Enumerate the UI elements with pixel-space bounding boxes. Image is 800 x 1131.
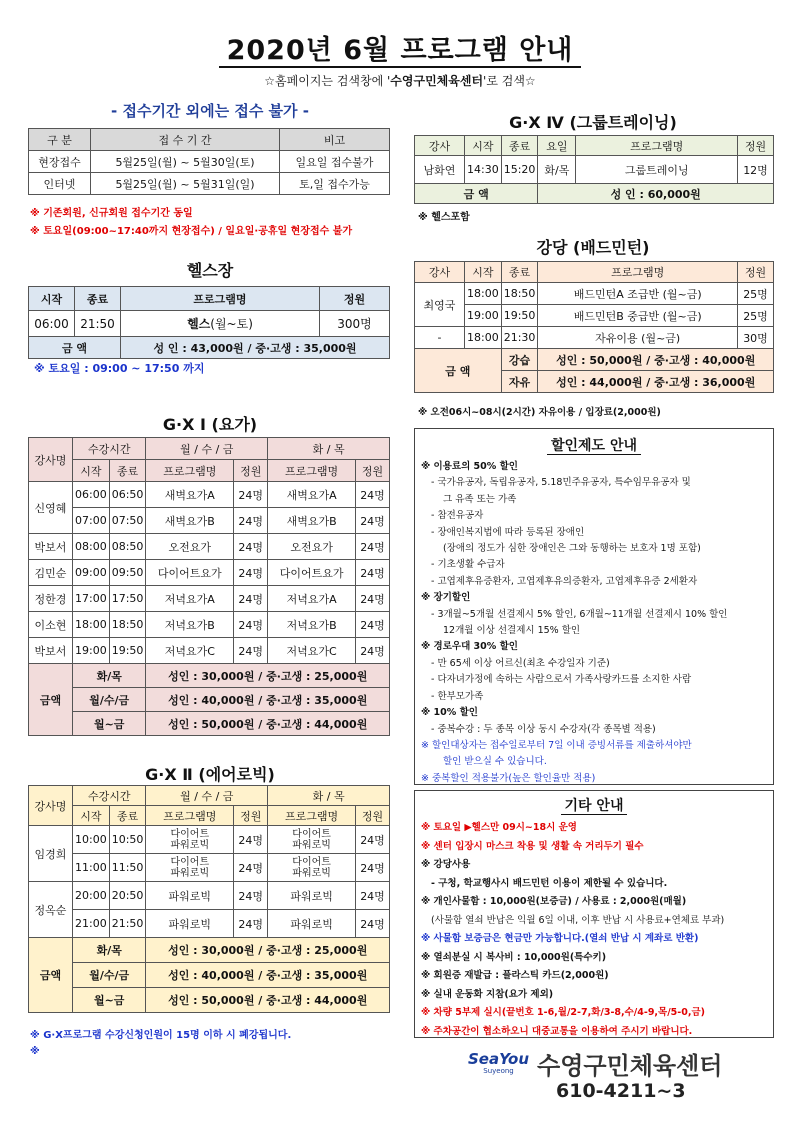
discount-line: - 3개월~5개월 선결제시 5% 할인, 6개월~11개월 선결제시 10% 할인 (431, 608, 728, 620)
etc-box (414, 790, 774, 1038)
gx-extra-note: ※ (30, 1046, 40, 1057)
gym-note: ※ 토요일 : 09:00 ~ 17:50 까지 (34, 362, 205, 375)
etc-line: ※ 회원증 재발급 : 플라스틱 카드(2,000원) (421, 970, 609, 981)
discount-line: 12개월 이상 선결제시 15% 할인 (443, 625, 581, 637)
gx4-note: ※ 헬스포함 (418, 212, 470, 223)
discount-line: ※ 할인대상자는 접수일로부터 7일 이내 증빙서류를 제출하셔야만 (421, 739, 692, 751)
discount-line: - 한부모가족 (431, 690, 484, 702)
search-hint: ☆홈페이지는 검색창에 '수영구민체육센터'로 검색☆ (264, 74, 536, 88)
hall-table: 강사 시작 종료 프로그램명 정원 최영국 18:00 18:50 배드민턴A 조급반 (월~금) 25명 19:00 19:50 배드민턴B 중급반 (월~금) 25명 - 18:00 21:30 자유이용 (월~금) 30명 금 액 강습 성인 : 50,000원 / 중·고생 : 40,000원 자유 성인 : 44,000원 / 중·고생 : 36,000원 (414, 261, 774, 393)
seayou-logo: SeaYou Suyeong (468, 1050, 530, 1075)
discount-line: - 참전유공자 (431, 510, 484, 522)
discount-line: 그 유족 또는 가족 (443, 493, 517, 505)
discount-line: - 장애인복지법에 따라 등록된 장애인 (431, 526, 585, 538)
etc-line: ※ 주차공간이 협소하오니 대중교통을 이용하여 주시기 바랍니다. (421, 1025, 693, 1037)
gx2-heading: G·X Ⅱ (에어로빅) (145, 765, 275, 784)
etc-line: ※ 사물함 보증금은 현금만 가능합니다.(열쇠 반납 시 계좌로 반환) (421, 933, 699, 944)
discount-line: (장애의 정도가 심한 장애인은 그와 동행하는 보호자 1명 포함) (443, 543, 701, 555)
gx1-table: 강사명 수강시간 월 / 수 / 금 화 / 목 시작 종료 프로그램명 정원 프로그램명 정원 신영혜 06:00 06:50 새벽요가A 24명 새벽요가A 24명 07:00 07:50 새벽요가B 24명 새벽요가B 24명 박보서 08:00 08:50 오전요가 24명 오전요가 24명 김민순 09:00 09:50 다이어트요가 24명 다이어트요가 24명 정한경 17:00 17:50 저녁요가A 24명 저녁요가A 24명 이소현 18:00 18:50 저녁요가B 24명 저녁요가B 24명 박보서 19:00 19:50 저녁요가C 24명 저녁요가C 24명 금액 화/목 성인 : 30,000원 / 중·고생 : 25,000원 월/수/금 성인 : 40,000원 / 중·고생 : 35,000원 월~금 성인 : 50,000원 / 중·고생 : 44,000원 (28, 437, 390, 736)
etc-line: ※ 실내 운동화 지참(요가 제외) (421, 988, 554, 1000)
discount-title: 할인제도 안내 (415, 435, 773, 455)
gx4-heading: G·X Ⅳ (그룹트레이닝) (509, 113, 677, 132)
discount-line: - 고엽제후유증환자, 고엽제후유의증환자, 고엽제후유증 2세환자 (431, 575, 698, 587)
discount-line: - 다자녀가정에 속하는 사람으로서 가족사랑카드를 소지한 사람 (431, 674, 692, 686)
org-name: 수영구민체육센터 (537, 1052, 723, 1080)
page-title: 2020년 6월 프로그램 안내 (0, 28, 800, 67)
discount-line: ※ 장기할인 (421, 592, 471, 604)
discount-line: ※ 경로우대 30% 할인 (421, 641, 518, 653)
discount-line: 할인 받으실 수 있습니다. (443, 756, 547, 768)
discount-line: - 만 65세 이상 어르신(최초 수강일자 기준) (431, 657, 610, 669)
registration-heading: - 접수기간 외에는 접수 불가 - (111, 102, 309, 120)
gx-cancel-note: ※ G·X프로그램 수강신청인원이 15명 이하 시 폐강됩니다. (30, 1030, 292, 1041)
registration-note-2: ※ 토요일(09:00~17:40까지 현장접수) / 일요일·공휴일 현장접수 불가 (30, 226, 353, 237)
etc-line: ※ 열쇠분실 시 복사비 : 10,000원(특수키) (421, 951, 607, 963)
etc-list (415, 815, 773, 1045)
gx2-table: 강사명 수강시간 월 / 수 / 금 화 / 목 시작 종료 프로그램명 정원 프로그램명 정원 임경희 10:00 10:50 다이어트 파워로빅 24명 다이어트 파워로빅 24명 11:00 11:50 다이어트 파워로빅 24명 다이어트 파워로빅 24명 정옥순 20:00 20:50 파워로빅 24명 파워로빅 24명 21:00 21:50 파워로빅 24명 파워로빅 24명 금액 화/목 성인 : 30,000원 / 중·고생 : 25,000원 월/수/금 성인 : 40,000원 / 중·고생 : 35,000원 월~금 성인 : 50,000원 / 중·고생 : 44,000원 (28, 785, 390, 1013)
gym-heading: 헬스장 (186, 261, 234, 280)
hall-note: ※ 오전06시~08시(2시간) 자유이용 / 입장료(2,000원) (418, 407, 661, 418)
discount-box (414, 428, 774, 785)
etc-line: ※ 센터 입장시 마스크 착용 및 생활 속 거리두기 필수 (421, 840, 644, 852)
discount-line: ※ 10% 할인 (421, 707, 478, 719)
etc-line: (사물함 열쇠 반납은 익월 6일 이내, 이후 반납 시 사용료+연체료 부과) (431, 914, 725, 926)
etc-line: ※ 토요일 ▶헬스만 09시~18시 운영 (421, 822, 577, 833)
discount-list (415, 455, 773, 791)
gx4-table: 강사 시작 종료 요일 프로그램명 정원 남화연 14:30 15:20 화/목 그룹트레이닝 12명 금 액 성 인 : 60,000원 (414, 135, 774, 204)
gym-table: 시작 종료 프로그램명 정원 06:00 21:50 헬스(월~토) 300명 금 액 성 인 : 43,000원 / 중·고생 : 35,000원 (28, 286, 390, 359)
etc-line: - 구청, 학교행사시 배드민턴 이용이 제한될 수 있습니다. (431, 877, 668, 889)
registration-note-1: ※ 기존회원, 신규회원 접수기간 동일 (30, 208, 193, 219)
etc-line: ※ 개인사물함 : 10,000원(보증금) / 사용료 : 2,000원(매월) (421, 896, 687, 907)
discount-line: ※ 중복할인 적용불가(높은 할인율만 적용) (421, 772, 596, 784)
footer-logo (468, 1046, 723, 1081)
discount-line: ※ 이용료의 50% 할인 (421, 461, 518, 472)
gx1-heading: G·X Ⅰ (요가) (162, 415, 258, 434)
discount-line: - 중복수강 : 두 종목 이상 동시 수강자(각 종목별 적용) (431, 723, 656, 735)
etc-line: ※ 강당사용 (421, 859, 471, 870)
discount-line: - 기초생활 수급자 (431, 559, 505, 571)
etc-line: ※ 차량 5부제 실시(끝번호 1-6,월/2-7,화/3-8,수/4-9,목/5-0,금) (421, 1007, 705, 1018)
hall-heading: 강당 (배드민턴) (536, 238, 650, 257)
discount-line: - 국가유공자, 독립유공자, 5.18민주유공자, 특수임무유공자 및 (431, 477, 691, 489)
phone-number: 610-4211~3 (556, 1080, 686, 1102)
registration-table: 구 분 접 수 기 간 비고 현장접수 5월25일(월) ~ 5월30일(토) 일요일 접수불가 인터넷 5월25일(월) ~ 5월31일(일) 토,일 접수가능 (28, 128, 390, 195)
etc-title: 기타 안내 (415, 795, 773, 815)
